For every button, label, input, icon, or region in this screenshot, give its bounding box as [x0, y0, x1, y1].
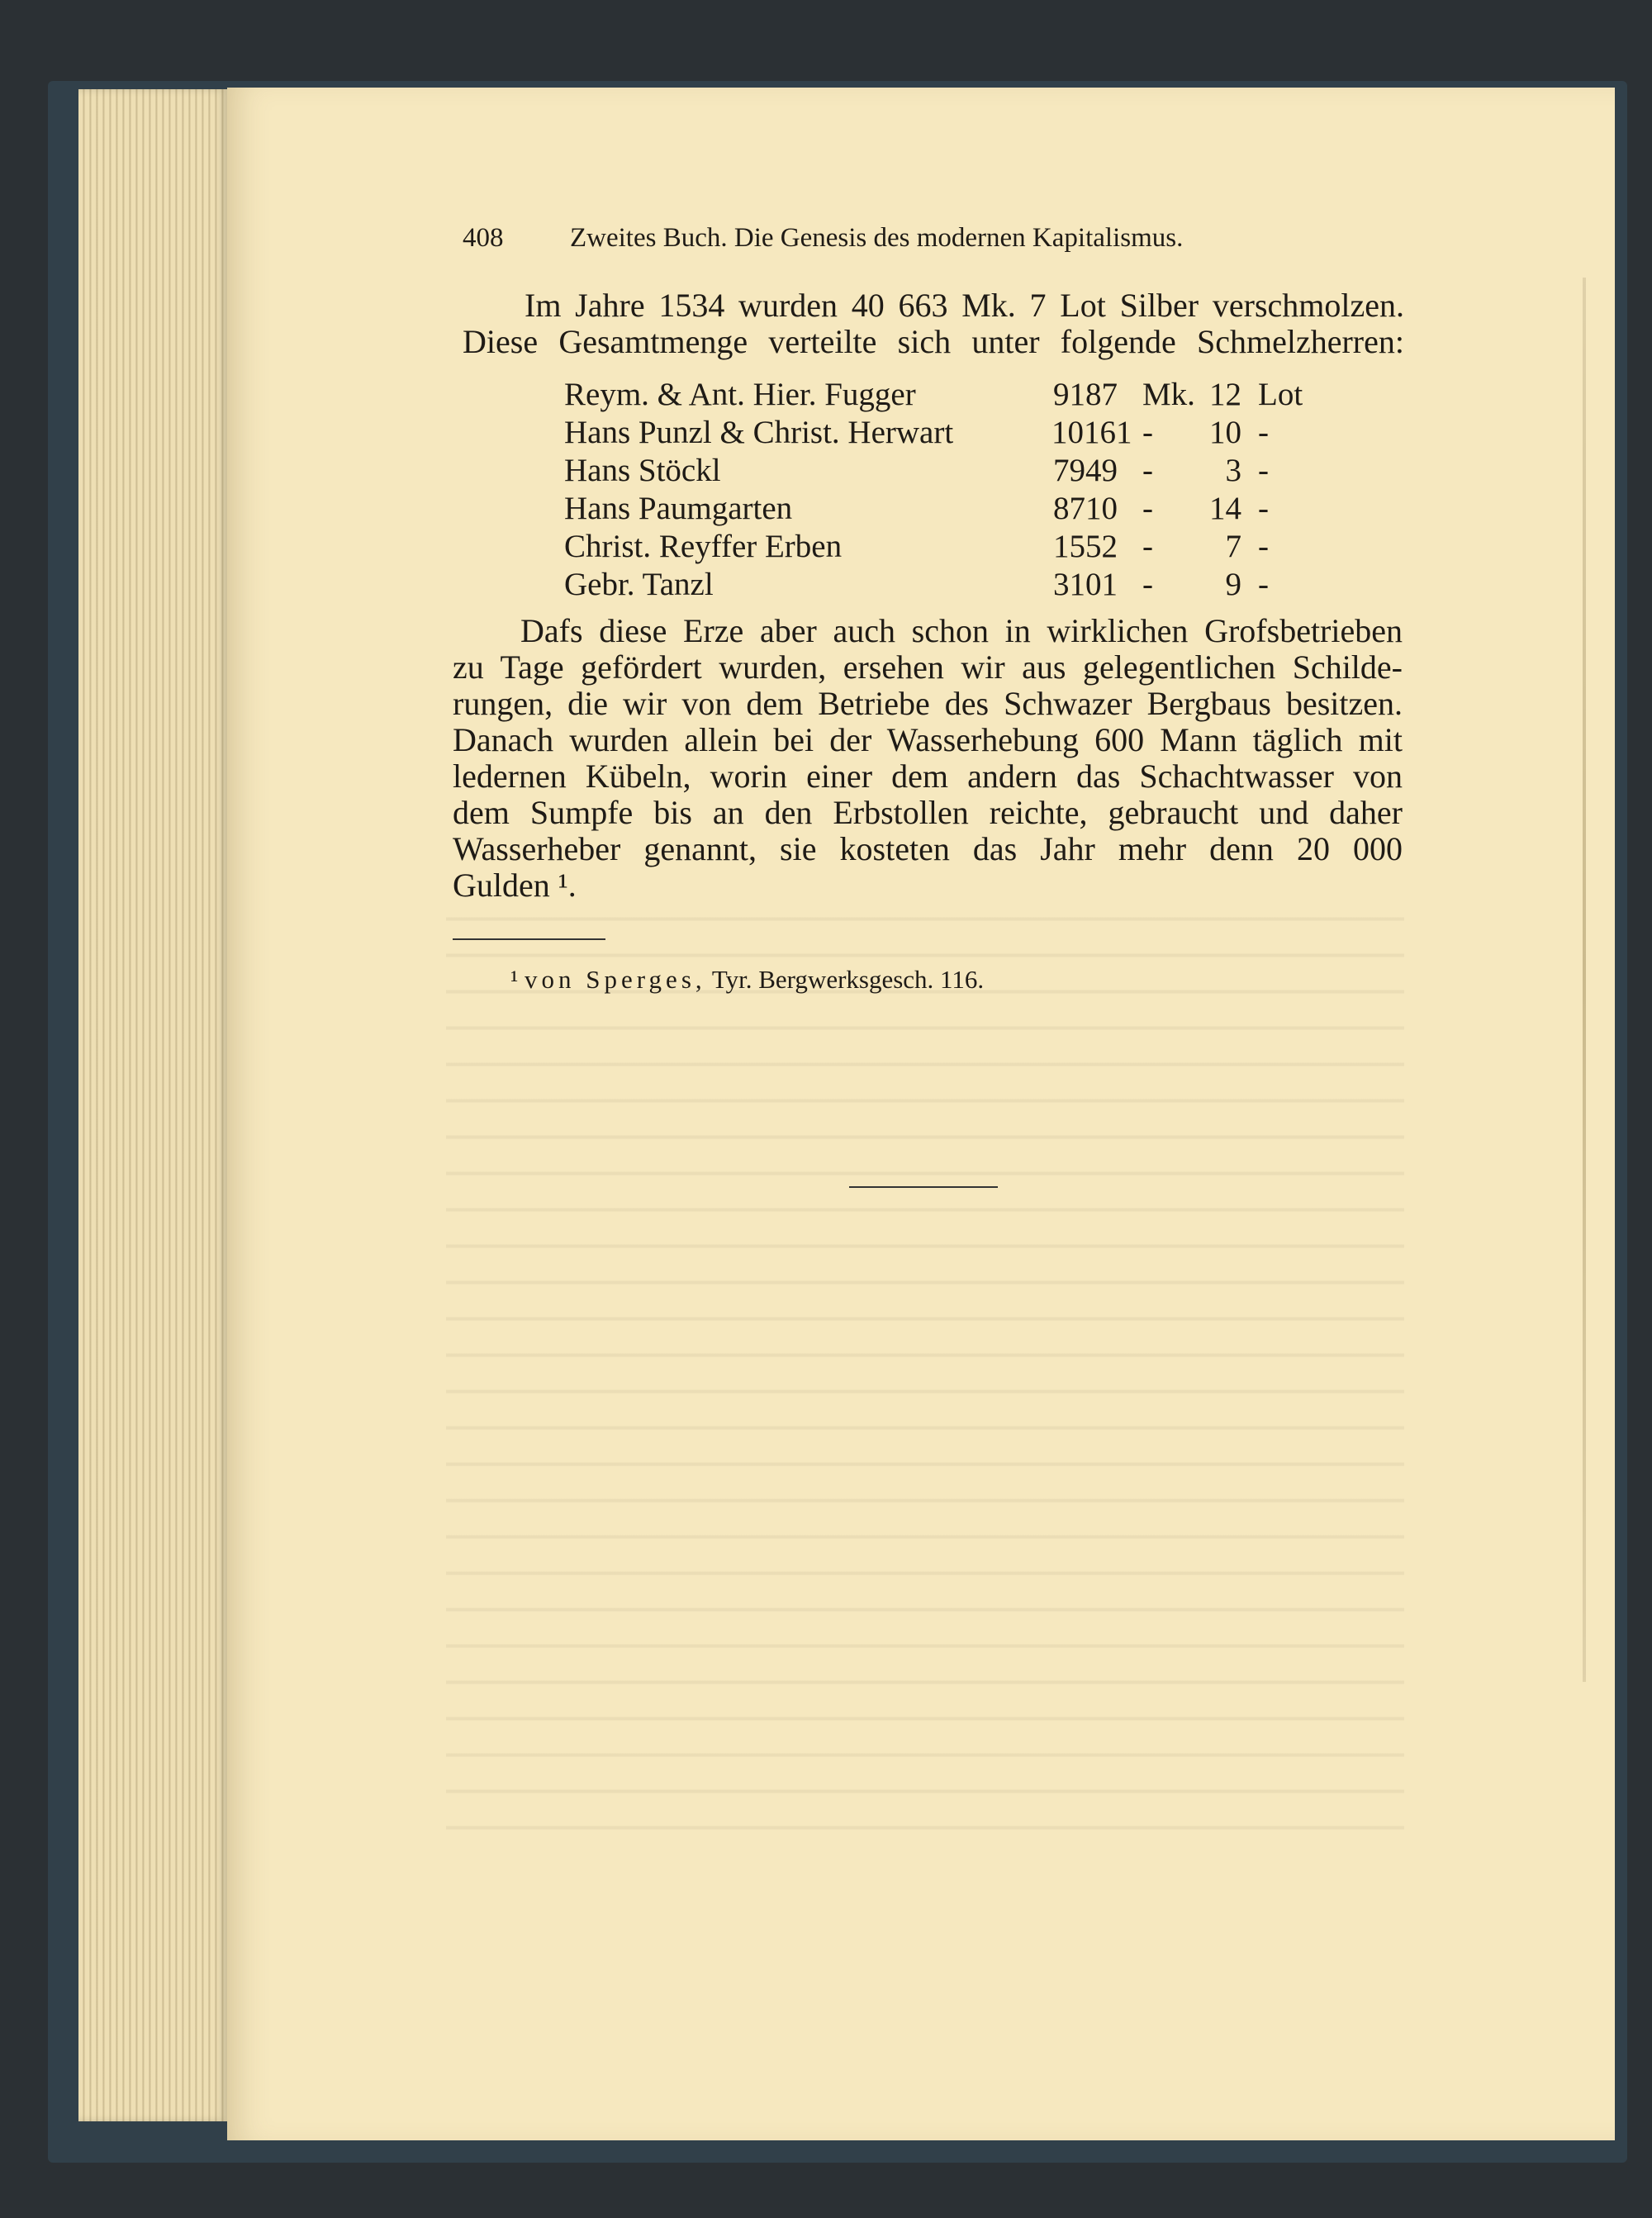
- footnote-text: Tyr. Bergwerksgesch. 116.: [711, 965, 985, 994]
- smelter-name-text: Hans Paumgarten: [564, 491, 797, 526]
- mark-unit: -: [1142, 529, 1153, 564]
- smelter-name: [564, 566, 1043, 604]
- paragraph-line: Gulden ¹.: [453, 867, 577, 904]
- smelter-name: [564, 490, 1043, 528]
- paragraph-line: dem Sumpfe bis an den Erbstollen reichte, gebraucht und daher: [453, 794, 1403, 831]
- mark-unit: -: [1142, 491, 1153, 526]
- table-row: [564, 376, 1303, 414]
- lot-value: 14: [1209, 491, 1241, 526]
- table-row: [564, 452, 1291, 490]
- smelter-name: [564, 414, 1043, 452]
- page-edges: [78, 89, 227, 2121]
- running-header: [463, 223, 1289, 254]
- paragraph-line: ledernen Kübeln, worin einer dem andern das Schachtwasser von: [453, 758, 1403, 795]
- lot-unit: Lot: [1258, 377, 1303, 412]
- lot-unit: -: [1258, 415, 1269, 450]
- paragraph-line: Danach wurden allein bei der Wasserhebung 600 Mann täglich mit: [453, 721, 1403, 758]
- lot-value: 12: [1209, 377, 1241, 412]
- lot-value: 10: [1209, 415, 1241, 450]
- mark-unit: -: [1142, 453, 1153, 488]
- smelter-name: [564, 528, 1043, 566]
- lot-unit: -: [1258, 491, 1269, 526]
- mark-value: 10161: [1051, 415, 1132, 450]
- footnote: [510, 965, 984, 995]
- smelter-name-text: Christ. Reyffer Erben: [564, 529, 847, 564]
- smelter-name-text: Hans Stöckl: [564, 453, 726, 488]
- paragraph-line: rungen, die wir von dem Betriebe des Schwazer Bergbaus besitzen.: [453, 685, 1403, 722]
- table-row: [564, 414, 1291, 452]
- binding-thread: [1583, 278, 1586, 1682]
- table-row: [564, 528, 1291, 566]
- lot-value: 7: [1225, 529, 1241, 564]
- lot-unit: -: [1258, 529, 1269, 564]
- smelter-name-text: Hans Punzl & Christ. Herwart: [564, 415, 958, 450]
- show-through: [446, 892, 1404, 1842]
- end-rule: [849, 1186, 998, 1188]
- paragraph-line: Wasserheber genannt, sie kosteten das Jahr mehr denn 20 000: [453, 830, 1403, 867]
- mark-value: 7949: [1053, 453, 1118, 488]
- paragraph-line: zu Tage gefördert wurden, ersehen wir aus gelegentlichen Schilde-: [453, 648, 1403, 686]
- mark-unit: -: [1142, 567, 1153, 602]
- page-number: 408: [463, 223, 504, 253]
- smelters-table: [564, 376, 1303, 604]
- lot-value: 3: [1225, 453, 1241, 488]
- table-row: [564, 490, 1291, 528]
- smelter-name-text: Gebr. Tanzl: [564, 567, 719, 602]
- smelter-name: [564, 376, 1043, 414]
- intro-line-2: Diese Gesamtmenge verteilte sich unter folgende Schmelzherren:: [463, 323, 1404, 360]
- smelter-name: [564, 452, 1043, 490]
- mark-value: 9187: [1053, 377, 1118, 412]
- mark-value: 8710: [1053, 491, 1118, 526]
- intro-paragraph: [463, 287, 1404, 360]
- mark-value: 1552: [1053, 529, 1118, 564]
- lot-value: 9: [1225, 567, 1241, 602]
- lot-unit: -: [1258, 567, 1269, 602]
- paragraph-line: Dafs diese Erze aber auch schon in wirklichen Grofsbetrieben: [520, 612, 1403, 649]
- mark-value: 3101: [1053, 567, 1118, 602]
- running-title: Zweites Buch. Die Genesis des modernen Kapitalismus.: [570, 223, 1184, 253]
- footnote-author: von Sperges,: [525, 965, 706, 994]
- lot-unit: -: [1258, 453, 1269, 488]
- intro-line-1: Im Jahre 1534 wurden 40 663 Mk. 7 Lot Silber verschmolzen.: [525, 287, 1404, 324]
- footnote-marker: ¹: [510, 965, 519, 994]
- table-row: [564, 566, 1291, 604]
- footnote-rule: [453, 938, 605, 940]
- body-paragraph: [453, 613, 1403, 904]
- mark-unit: -: [1142, 415, 1153, 450]
- mark-unit: Mk.: [1142, 377, 1195, 412]
- smelter-name-text: Reym. & Ant. Hier. Fugger: [564, 377, 921, 412]
